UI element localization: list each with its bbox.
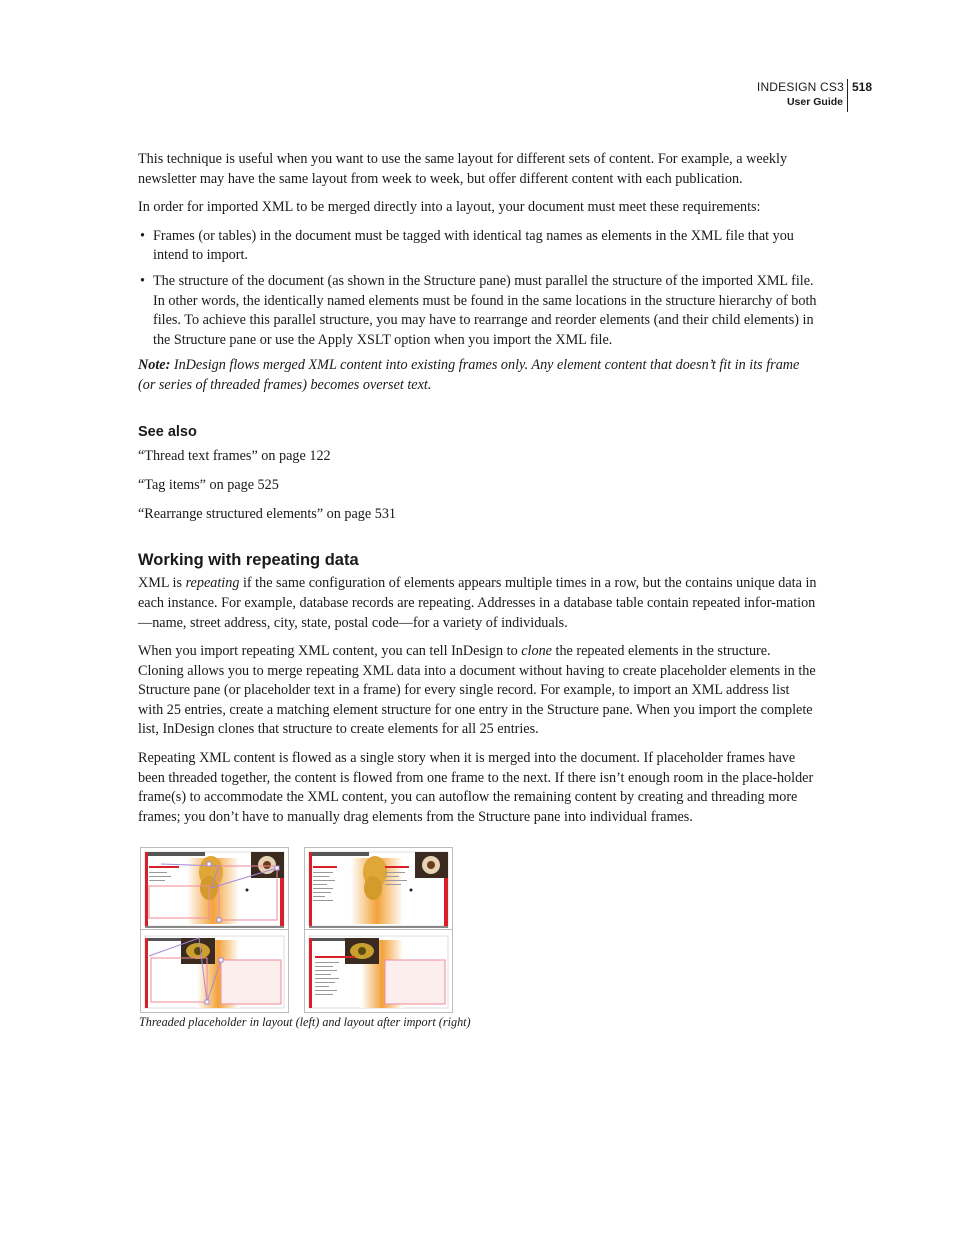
repeating-paragraph-2: When you import repeating XML content, you can tell InDesign to clone the repeated elements in the structure. Cloning allows you to merge repeating XML data into a document without having to create placeholder elements in the Structure pane (or placeholder text in a frame) for every single record. For example, to import an XML address list with 25 entries, create a matching element structure for one entry in the Structure pane. When you import the complete list, InDesign clones that structure to create elements for all 25 entries. [138,643,816,738]
guide-name: User Guide [786,96,843,108]
term-repeating: repeating [185,575,240,592]
see-also-heading: See also [138,423,197,440]
note-text: InDesign flows merged XML content into existing frames only. Any element content that doesn’t fit in its frame (or series of threaded frames) becomes overset text. [138,357,800,393]
imported-layout-top-image [304,847,453,931]
page-content [138,150,818,836]
running-header [700,79,872,112]
intro-paragraph: This technique is useful when you want to use the same layout for different sets of content. For example, a weekly newsletter may have the same layout from week to week, but offer different content with each publication. [138,151,788,187]
product-name: INDESIGN CS3 [756,80,844,94]
section-heading: Working with repeating data [138,551,359,570]
page-number: 518 [851,80,872,94]
header-divider [847,79,848,112]
requirements-intro: In order for imported XML to be merged directly into a layout, your document must meet these requirements: [138,199,761,216]
bullet-glyph: • [140,272,145,289]
term-clone: clone [521,643,552,660]
list-item [138,272,818,350]
placeholder-layout-bottom-image [140,929,289,1013]
note-paragraph [138,356,818,395]
figure-caption: Threaded placeholder in layout (left) and layout after import (right) [139,1015,471,1029]
list-item-text: The structure of the document (as shown in the Structure pane) must parallel the structure of the imported XML file. In other words, the identically named elements must be found in the same locations in the structure hierarchy of both files. To achieve this parallel structure, you may have to rearrange and reorder elements (and their child elements) in the Structure pane or use the Apply XSLT option when you import the XML file. [153,272,817,348]
bullet-glyph: • [140,227,145,244]
placeholder-layout-top-image [140,847,289,931]
requirements-list [138,227,818,351]
see-also-link-rearrange-structured-elements[interactable]: “Rearrange structured elements” on page 531 [138,505,397,522]
repeating-paragraph-1: XML is repeating if the same configuration of elements appears multiple times in a row, but the contains unique data in each instance. For example, database records are repeating. Addresses in a database table contain repeated infor-mation—name, street address, city, state, postal code—for a variety of individuals. [138,575,817,631]
see-also-link-tag-items[interactable]: “Tag items” on page 525 [138,476,279,493]
see-also-link-thread-text-frames[interactable]: “Thread text frames” on page 122 [138,447,331,464]
threaded-layout-figure [140,847,452,1012]
list-item [138,227,818,266]
imported-layout-bottom-image [304,929,453,1013]
repeating-paragraph-3: Repeating XML content is flowed as a single story when it is merged into the document. If placeholder frames have been threaded together, the content is flowed from one frame to the next. If there isn’t enough room in the place-holder frame(s) to accommodate the XML content, you can autoflow the remaining content by creating and threading more frames; you don’t have to manually drag elements from the Structure pane into individual frames. [138,750,814,825]
note-label: Note: [138,357,171,374]
list-item-text: Frames (or tables) in the document must be tagged with identical tag names as elements in the XML file that you intend to import. [153,227,794,264]
